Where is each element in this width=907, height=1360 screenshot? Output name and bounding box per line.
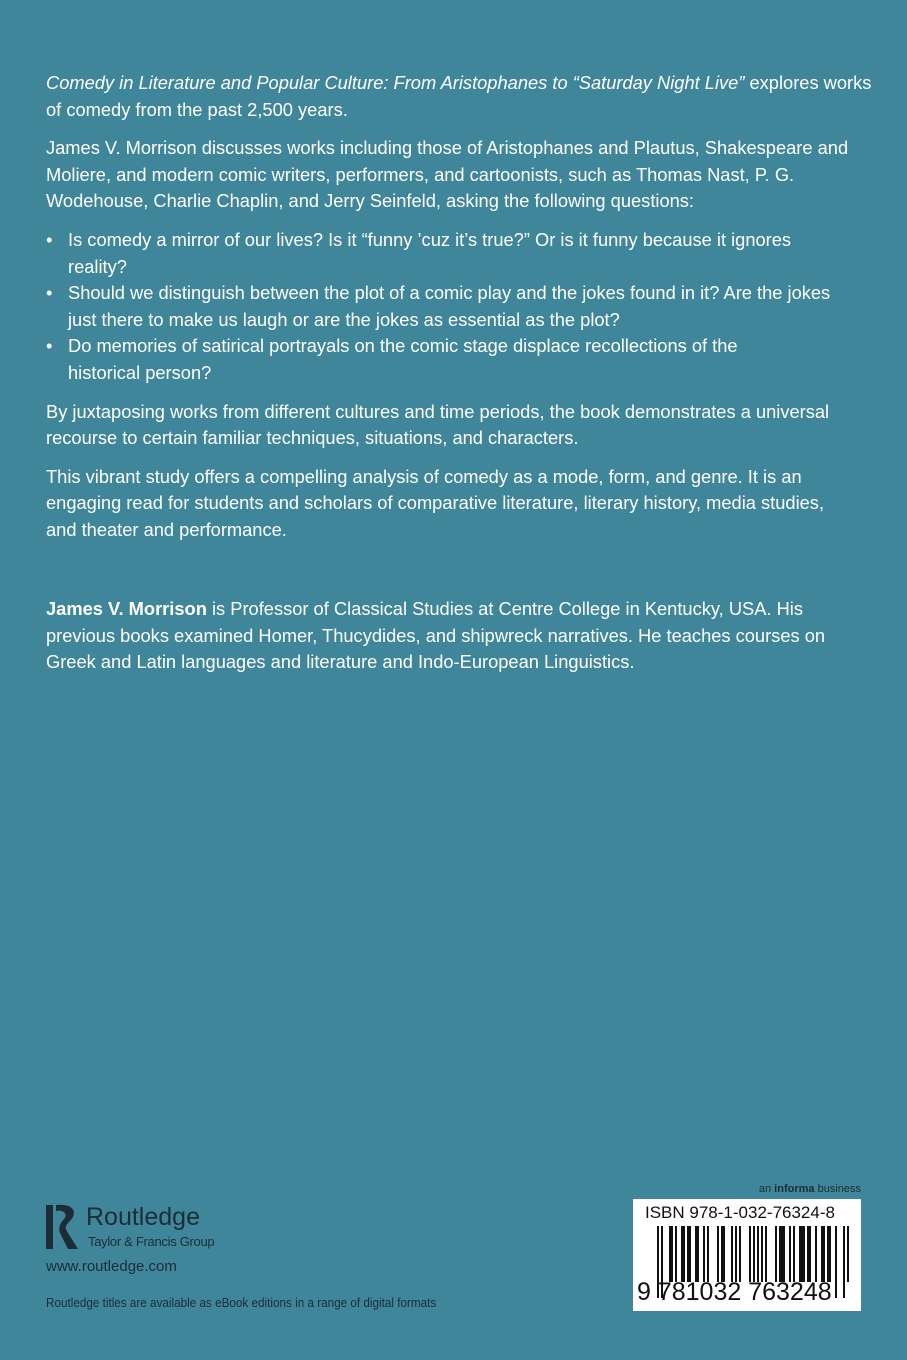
- barcode-bar: [735, 1226, 737, 1282]
- blurb: [46, 70, 876, 556]
- isbn-label: ISBN 978-1-032-76324-8: [645, 1203, 835, 1222]
- barcode-bar: [703, 1226, 705, 1282]
- barcode-bar: [821, 1226, 825, 1282]
- barcode-bar: [793, 1226, 795, 1282]
- publisher-website[interactable]: www.routledge.com: [46, 1258, 177, 1275]
- barcode-bar: [835, 1226, 837, 1298]
- barcode-bar: [757, 1226, 759, 1282]
- paragraph-3: By juxtaposing works from different cultures and time periods, the book demonstrates a universal recourse to certain familiar techniques, situations, and characters.: [46, 400, 830, 449]
- list-item: • Is comedy a mirror of our lives? Is it “funny ’cuz it’s true?” Or is it funny because it ignores reality?: [46, 227, 876, 280]
- barcode-bar: [721, 1226, 725, 1282]
- barcode-bar: [675, 1226, 677, 1282]
- informa-tagline: an informa business: [758, 1183, 861, 1195]
- intro-line-1: Comedy in Literature and Popular Culture: From Aristophanes to “Saturday Night Live” explores works: [46, 72, 872, 93]
- barcode-bar: [739, 1226, 741, 1282]
- ebook-note: Routledge titles are available as eBook editions in a range of digital formats: [46, 1295, 437, 1310]
- barcode-bar: [749, 1226, 751, 1282]
- isbn-barcode: [633, 1199, 861, 1311]
- barcode-bar: [847, 1226, 849, 1282]
- barcode-bar: [707, 1226, 709, 1282]
- barcode-bar: [815, 1226, 817, 1282]
- routledge-logo: [46, 1203, 246, 1255]
- book-title: Comedy in Literature and Popular Culture: From Aristophanes to “Saturday Night Live”: [46, 72, 745, 93]
- publisher-group: Taylor & Francis Group: [88, 1234, 215, 1249]
- questions-list: [46, 227, 876, 387]
- routledge-r-icon: [46, 1203, 80, 1251]
- intro-line-2: of comedy from the past 2,500 years.: [46, 98, 348, 120]
- paragraph-2: James V. Morrison discusses works including those of Aristophanes and Plautus, Shakespeare and Moliere, and modern comic writers, performers, and cartoonists, such as Thomas Nast, P. G. Wodehouse, Charlie Chaplin, and Jerry Seinfeld, asking the following questions:: [46, 137, 849, 212]
- barcode-bar: [717, 1226, 719, 1282]
- barcode-digits: 9 781032 763248: [637, 1278, 832, 1306]
- barcode-bar: [765, 1226, 767, 1282]
- barcode-bar: [827, 1226, 831, 1282]
- paragraph-4: This vibrant study offers a compelling analysis of comedy as a mode, form, and genre. It is an engaging read for students and scholars of comparative literature, literary history, media studies, and theater and performance.: [46, 465, 825, 540]
- barcode-bar: [775, 1226, 777, 1282]
- list-item: • Should we distinguish between the plot of a comic play and the jokes found in it? Are the jokes just there to make us laugh or are the jokes as essential as the plot?: [46, 280, 876, 333]
- barcode-bar: [669, 1226, 673, 1282]
- barcode-bar: [695, 1226, 699, 1282]
- author-bio: James V. Morrison is Professor of Classical Studies at Centre College in Kentucky, USA. His previous books examined Homer, Thucydides, and shipwreck narratives. He teaches courses on Greek and Latin languages and literature and Indo-European Linguistics.: [46, 598, 826, 673]
- publisher-name: Routledge: [86, 1203, 200, 1231]
- list-item: • Do memories of satirical portrayals on the comic stage displace recollections of the historical person?: [46, 333, 876, 386]
- barcode-bar: [843, 1226, 845, 1298]
- barcode-bar: [681, 1226, 685, 1282]
- barcode-bar: [807, 1226, 811, 1282]
- barcode-bar: [753, 1226, 755, 1282]
- barcode-bar: [779, 1226, 785, 1282]
- barcode-bar: [761, 1226, 763, 1282]
- barcode-bar: [789, 1226, 791, 1282]
- author-name: James V. Morrison: [46, 598, 207, 619]
- barcode-bar: [687, 1226, 691, 1282]
- barcode-bar: [799, 1226, 805, 1282]
- barcode-bar: [731, 1226, 733, 1282]
